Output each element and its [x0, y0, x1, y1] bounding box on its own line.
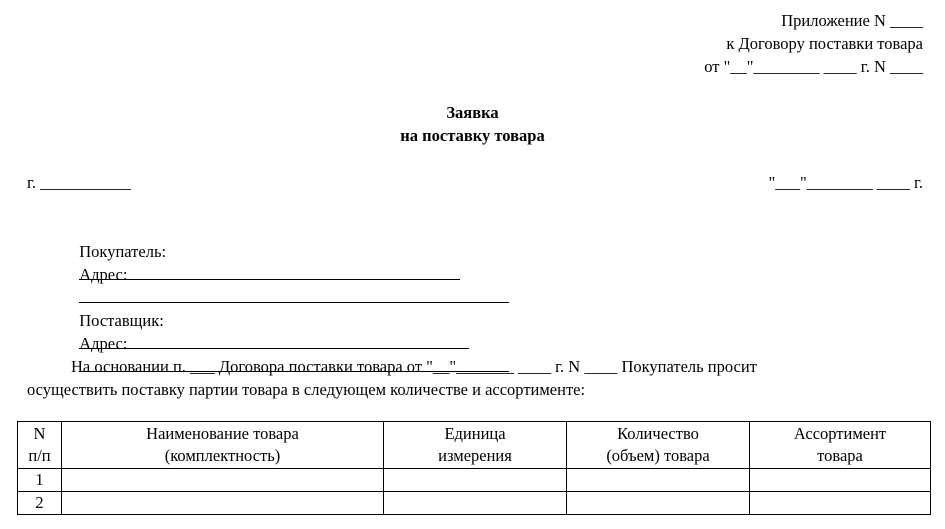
assortment-cell[interactable]: [750, 469, 931, 492]
table-row: [18, 492, 931, 515]
column-header-product-name: Наименование товара (комплектность): [62, 422, 384, 469]
document-title: Заявка: [446, 103, 499, 122]
assortment-cell[interactable]: [750, 492, 931, 515]
supplier-address-label: Адрес:: [79, 334, 128, 353]
column-header-assortment: Ассортимент товара: [750, 422, 931, 469]
row-number: 2: [18, 492, 62, 515]
column-header-unit: Единица измерения: [384, 422, 567, 469]
supplier-label: Поставщик:: [79, 311, 164, 330]
contract-date: от "__"________ ____ г. N ____: [704, 57, 923, 76]
contract-reference: к Договору поставки товара: [726, 34, 923, 53]
appendix-number: Приложение N ____: [781, 11, 923, 30]
request-paragraph-line2: осуществить поставку партии товара в следующем количестве и ассортименте:: [27, 380, 586, 399]
goods-table: [17, 421, 931, 515]
document-subtitle: на поставку товара: [400, 126, 545, 145]
quantity-cell[interactable]: [567, 492, 750, 515]
column-header-number: N п/п: [18, 422, 62, 469]
row-number: 1: [18, 469, 62, 492]
product-name-cell[interactable]: [62, 492, 384, 515]
unit-cell[interactable]: [384, 469, 567, 492]
request-paragraph-line1: На основании п. ___ Договора поставки товара от "__"_______ ____ г. N ____ Покупатель просит: [71, 357, 757, 376]
city-field: г. ___________: [27, 173, 131, 192]
quantity-cell[interactable]: [567, 469, 750, 492]
table-row: [18, 469, 931, 492]
buyer-label: Покупатель:: [79, 242, 167, 261]
product-name-cell[interactable]: [62, 469, 384, 492]
unit-cell[interactable]: [384, 492, 567, 515]
buyer-address-label: Адрес:: [79, 265, 128, 284]
table-header-row: [18, 422, 931, 469]
date-field: "___"________ ____ г.: [768, 173, 923, 192]
column-header-quantity: Количество (объем) товара: [567, 422, 750, 469]
